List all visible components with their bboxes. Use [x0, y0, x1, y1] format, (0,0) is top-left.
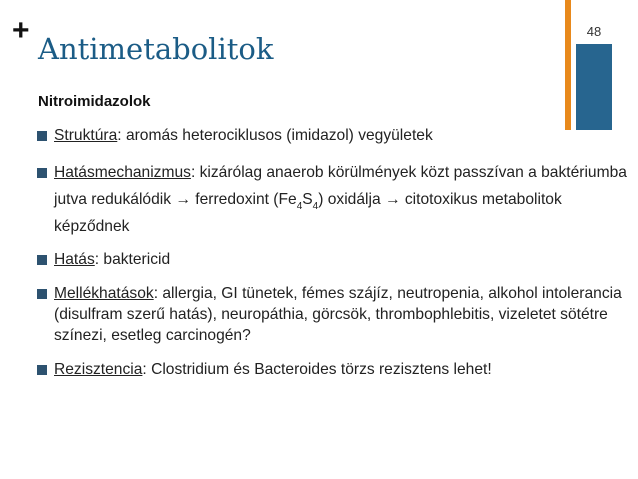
term-mechanism: Hatásmechanizmus	[54, 164, 191, 181]
text-mechanism-2: S	[302, 191, 313, 208]
square-bullet-icon	[37, 131, 47, 141]
text-structure: : aromás heterociklusos (imidazol) vegyületek	[117, 127, 433, 144]
bullet-side-effects	[36, 283, 636, 346]
section-heading: Nitroimidazolok	[38, 93, 151, 110]
square-bullet-icon	[37, 255, 47, 265]
text-mechanism-1: : kizárólag anaerob körülmények közt passzívan a baktériumba jutva redukálódik → ferredoxint (Fe	[54, 164, 627, 208]
subscript-iron: 4	[296, 201, 303, 212]
page-number: 48	[586, 24, 602, 39]
text-resistance: : Clostridium és Bacteroides törzs rezisztens lehet!	[142, 361, 492, 378]
text-effect: : baktericid	[94, 251, 171, 268]
square-bullet-icon	[37, 365, 47, 375]
square-bullet-icon	[37, 289, 47, 299]
term-side-effects: Mellékhatások	[54, 285, 154, 302]
plus-icon: +	[12, 14, 30, 47]
bullet-mechanism	[36, 159, 636, 240]
term-resistance: Rezisztencia	[54, 361, 143, 378]
term-effect: Hatás	[54, 251, 95, 268]
bullet-list	[36, 125, 636, 393]
subscript-sulfur: 4	[312, 201, 319, 212]
term-structure: Struktúra	[54, 127, 118, 144]
bullet-structure	[36, 125, 636, 146]
bullet-effect	[36, 249, 636, 270]
slide-title: Antimetabolitok	[38, 32, 274, 66]
text-side-effects: : allergia, GI tünetek, fémes szájíz, neutropenia, alkohol intolerancia (disulfram szerű hatás), neuropáthia, görcsök, thrombophlebitis, vizeletet sötétre színezi, esetleg carcinogén?	[54, 285, 622, 344]
text-mechanism-3: ) oxidálja → citotoxikus metabolitok képződnek	[54, 191, 562, 235]
bullet-resistance	[36, 359, 636, 380]
accent-bar-orange	[565, 0, 571, 130]
square-bullet-icon	[37, 168, 47, 178]
